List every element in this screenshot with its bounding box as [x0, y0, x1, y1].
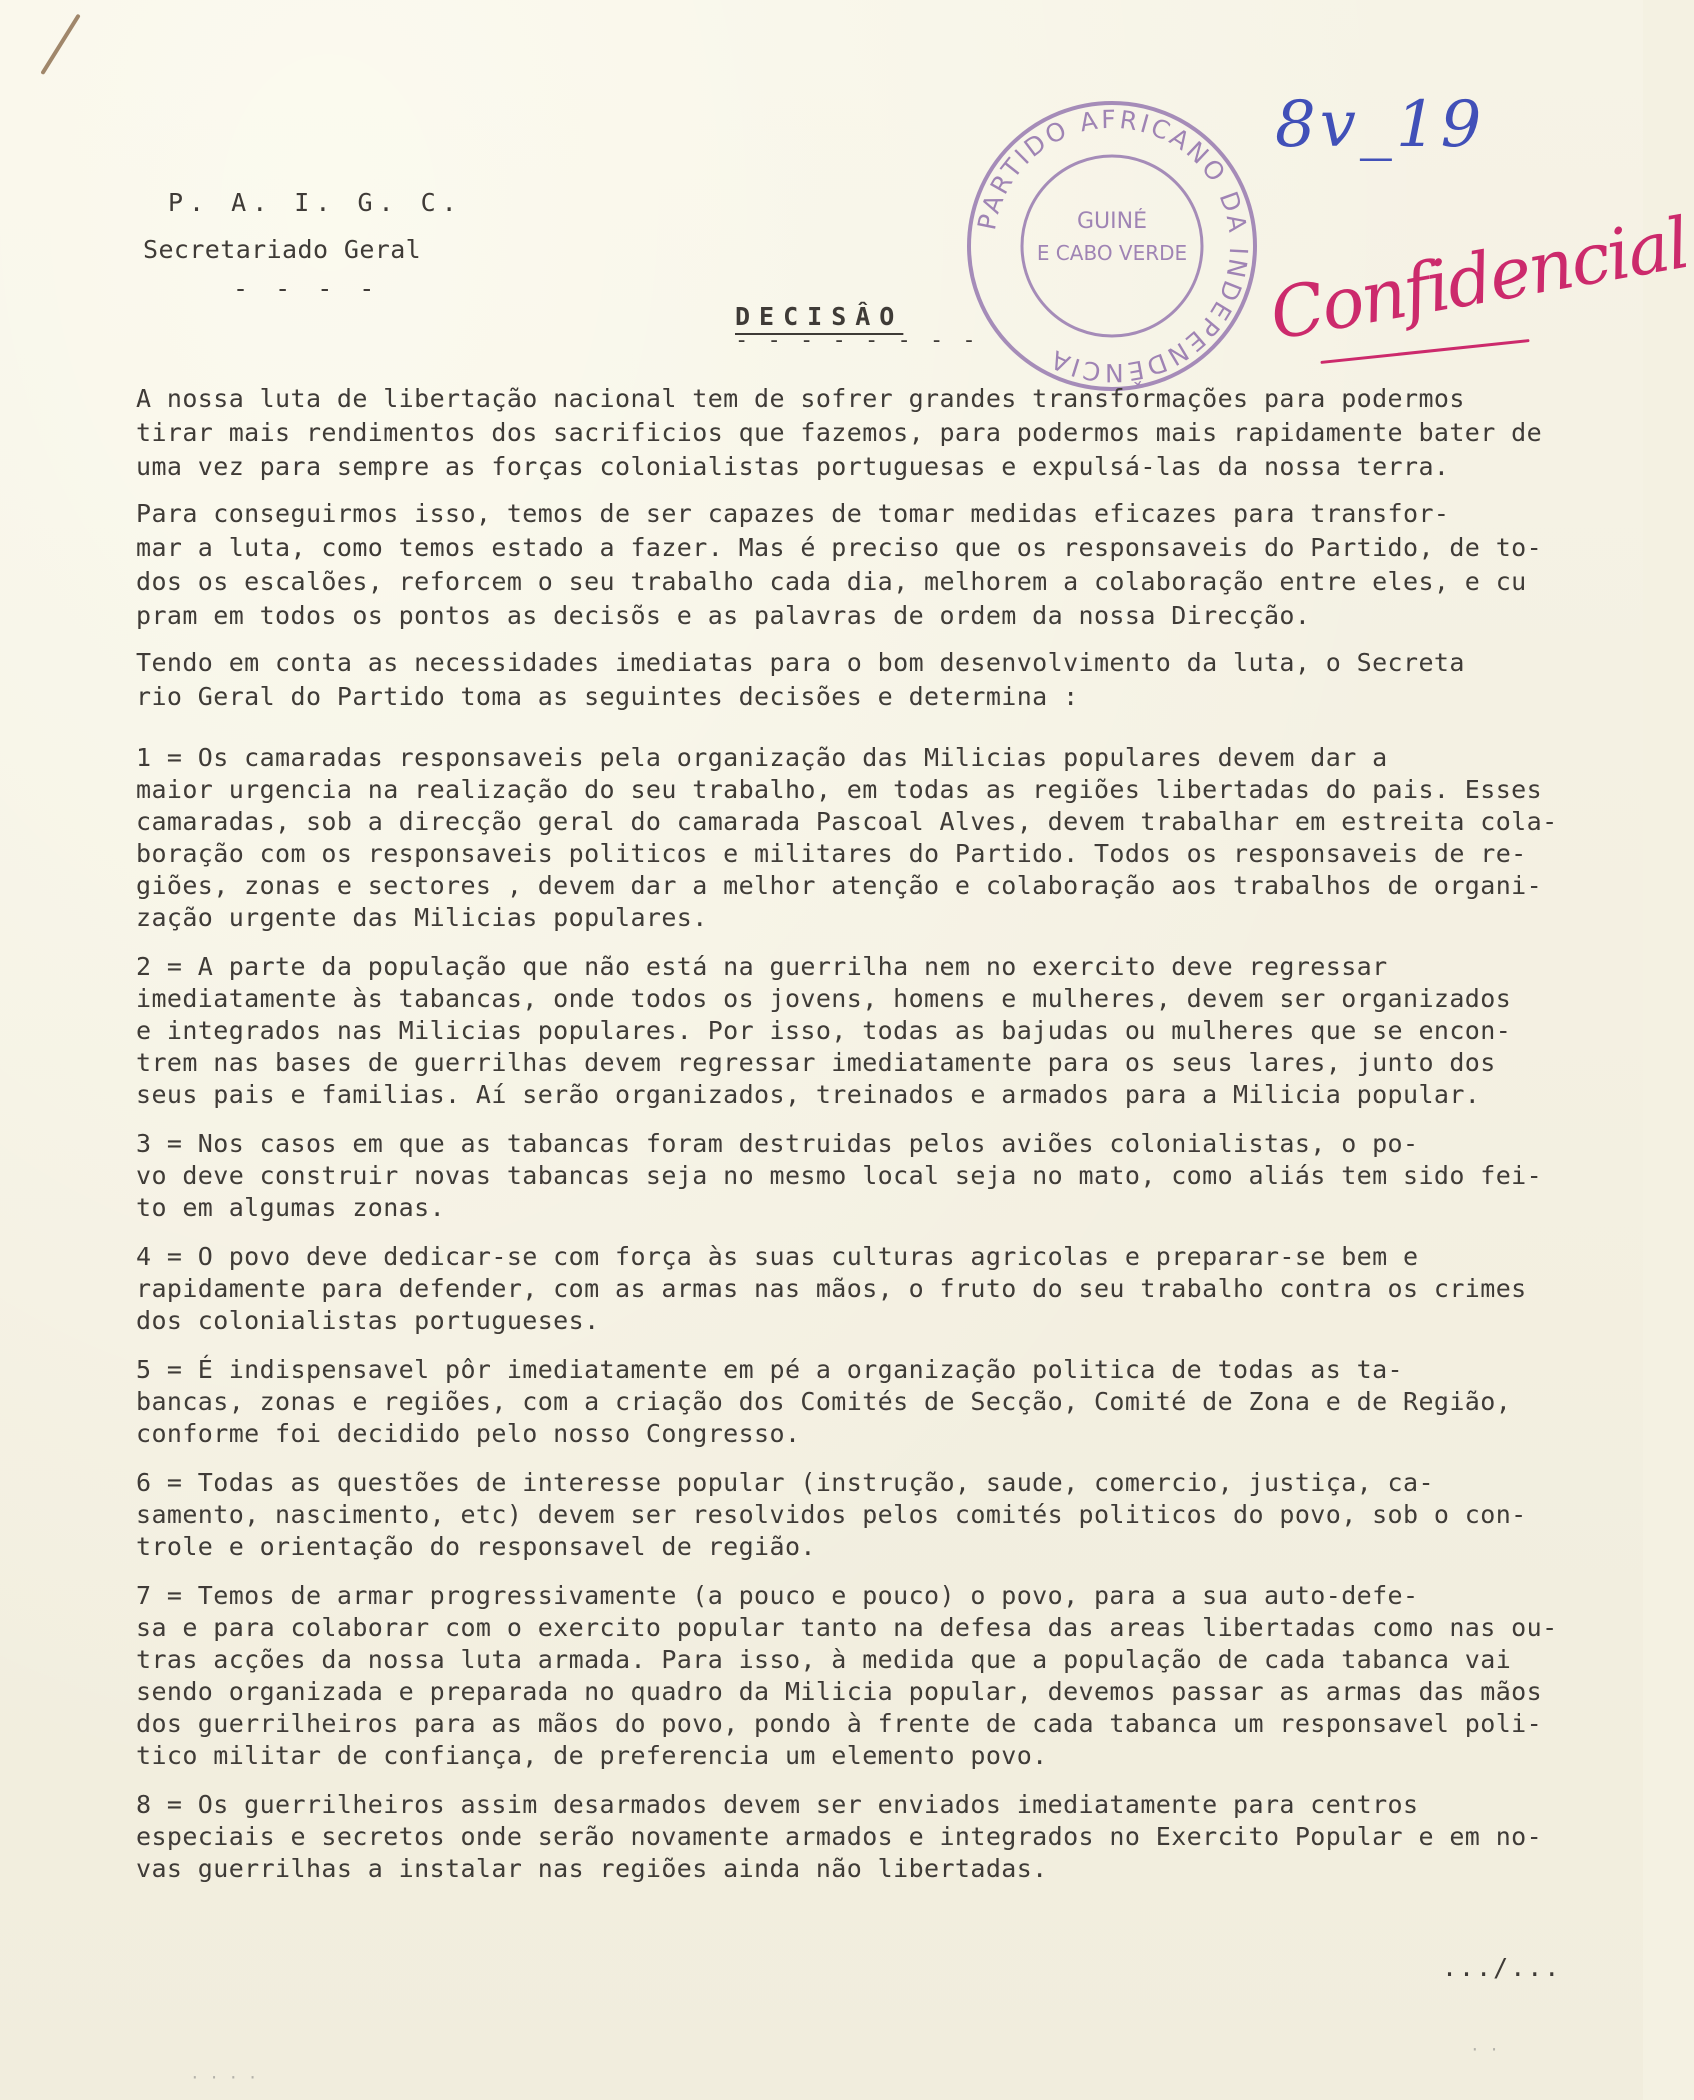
intro-paragraph-2: [136, 497, 1586, 633]
text-line: Para conseguirmos isso, temos de ser capazes de tomar medidas eficazes para transfor-: [136, 499, 1450, 528]
stamp-center-line-2: E CABO VERDE: [1036, 241, 1188, 265]
text-line: sendo organizada e preparada no quadro da Milicia popular, devemos passar as armas das mãos: [136, 1677, 1543, 1706]
continued-marker: .../...: [1442, 1953, 1562, 1982]
header-rule: - - - -: [233, 274, 381, 303]
text-line: tras acções da nossa luta armada. Para isso, à medida que a população de cada tabanca vai: [136, 1645, 1512, 1674]
text-line: e integrados nas Milicias populares. Por isso, todas as bajudas ou mulheres que se encon-: [136, 1016, 1512, 1045]
text-line: tirar mais rendimentos dos sacrificios que fazemos, para podermos mais rapidamente bater de: [136, 418, 1543, 447]
decision-item-8: [136, 1789, 1586, 1885]
text-line: to em algumas zonas.: [136, 1193, 446, 1222]
handwritten-id: 8v_19: [1275, 88, 1486, 162]
document-body: [136, 382, 1586, 1885]
text-line: 3 = Nos casos em que as tabancas foram destruidas pelos aviões colonialistas, o po-: [136, 1129, 1419, 1158]
text-line: trem nas bases de guerrilhas devem regressar imediatamente para os seus lares, junto dos: [136, 1048, 1496, 1077]
text-line: boração com os responsaveis politicos e militares do Partido. Todos os responsaveis de re-: [136, 839, 1527, 868]
text-line: dos guerrilheiros para as mãos do povo, pondo à frente de cada tabanca um responsavel poli-: [136, 1709, 1543, 1738]
intro-paragraph-3: [136, 646, 1586, 714]
text-line: tico militar de confiança, de preferencia um elemento povo.: [136, 1741, 1048, 1770]
text-line: vo deve construir novas tabancas seja no mesmo local seja no mato, como aliás tem sido fei-: [136, 1161, 1543, 1190]
stamp-ring-text: PARTIDO AFRICANO DA INDEPENDÊNCIA: [972, 104, 1254, 388]
text-line: 7 = Temos de armar progressivamente (a pouco e pouco) o povo, para a sua auto-defe-: [136, 1581, 1419, 1610]
decision-item-4: [136, 1241, 1586, 1337]
text-line: Tendo em conta as necessidades imediatas para o bom desenvolvimento da luta, o Secreta: [136, 648, 1465, 677]
title-rule: - - - - - - - -: [735, 328, 979, 353]
text-line: A nossa luta de libertação nacional tem de sofrer grandes transformações para podermos: [136, 384, 1465, 413]
text-line: 2 = A parte da população que não está na guerrilha nem no exercito deve regressar: [136, 952, 1388, 981]
decision-item-1: [136, 742, 1586, 934]
text-line: samento, nascimento, etc) devem ser resolvidos pelos comités politicos do povo, sob o con-: [136, 1500, 1527, 1529]
document-title: DECISÂO: [735, 302, 904, 331]
intro-paragraph-1: [136, 382, 1586, 484]
text-line: pram em todos os pontos as decisõs e as palavras de ordem da nossa Direcção.: [136, 601, 1311, 630]
text-line: bancas, zonas e regiões, com a criação dos Comités de Secção, Comité de Zona e de Região,: [136, 1387, 1512, 1416]
text-line: 8 = Os guerrilheiros assim desarmados devem ser enviados imediatamente para centros: [136, 1790, 1419, 1819]
text-line: camaradas, sob a direcção geral do camarada Pascoal Alves, devem trabalhar em estreita cola-: [136, 807, 1558, 836]
text-line: vas guerrilhas a instalar nas regiões ainda não libertadas.: [136, 1854, 1048, 1883]
text-line: 1 = Os camaradas responsaveis pela organização das Milicias populares devem dar a: [136, 743, 1388, 772]
text-line: especiais e secretos onde serão novamente armados e integrados no Exercito Popular e em no-: [136, 1822, 1543, 1851]
text-line: 5 = É indispensavel pôr imediatamente em pé a organização politica de todas as ta-: [136, 1355, 1404, 1384]
text-line: conforme foi decidido pelo nosso Congresso.: [136, 1419, 801, 1448]
paper-speck: · ·: [1470, 2040, 1499, 2059]
decision-items: [136, 742, 1586, 1885]
text-line: 4 = O povo deve dedicar-se com força às suas culturas agricolas e preparar-se bem e: [136, 1242, 1419, 1271]
decision-item-7: [136, 1580, 1586, 1772]
text-line: rapidamente para defender, com as armas nas mãos, o fruto do seu trabalho contra os crimes: [136, 1274, 1527, 1303]
stamp-center-line-1: GUINÉ: [1077, 209, 1147, 234]
text-line: rio Geral do Partido toma as seguintes decisões e determina :: [136, 682, 1079, 711]
text-line: imediatamente às tabancas, onde todos os jovens, homens e mulheres, devem ser organizados: [136, 984, 1512, 1013]
text-line: giões, zonas e sectores , devem dar a melhor atenção e colaboração aos trabalhos de organi-: [136, 871, 1543, 900]
text-line: 6 = Todas as questões de interesse popular (instrução, saude, comercio, justiça, ca-: [136, 1468, 1434, 1497]
decision-item-6: [136, 1467, 1586, 1563]
text-line: sa e para colaborar com o exercito popular tanto na defesa das areas libertadas como nas ou-: [136, 1613, 1558, 1642]
department-header: Secretariado Geral: [143, 235, 422, 264]
handwritten-confidential: Confidencial: [1264, 201, 1694, 357]
intro-section: [136, 382, 1586, 714]
pencil-mark: [40, 14, 80, 75]
decision-item-3: [136, 1128, 1586, 1224]
text-line: dos os escalões, reforcem o seu trabalho cada dia, melhorem a colaboração entre eles, e cu: [136, 567, 1527, 596]
text-line: mar a luta, como temos estado a fazer. Mas é preciso que os responsaveis do Partido, de to-: [136, 533, 1543, 562]
decision-item-2: [136, 951, 1586, 1111]
text-line: seus pais e familias. Aí serão organizados, treinados e armados para a Milicia popular.: [136, 1080, 1481, 1109]
text-line: dos colonialistas portugueses.: [136, 1306, 600, 1335]
text-line: uma vez para sempre as forças colonialistas portuguesas e expulsá-las da nossa terra.: [136, 452, 1450, 481]
text-line: zação urgente das Milicias populares.: [136, 903, 708, 932]
party-stamp: [962, 96, 1262, 396]
text-line: maior urgencia na realização do seu trabalho, em todas as regiões libertadas do pais. Esses: [136, 775, 1543, 804]
organization-header: P. A. I. G. C.: [168, 188, 463, 217]
text-line: trole e orientação do responsavel de região.: [136, 1532, 816, 1561]
paper-speck: · · · ·: [190, 2068, 258, 2087]
decision-item-5: [136, 1354, 1586, 1450]
